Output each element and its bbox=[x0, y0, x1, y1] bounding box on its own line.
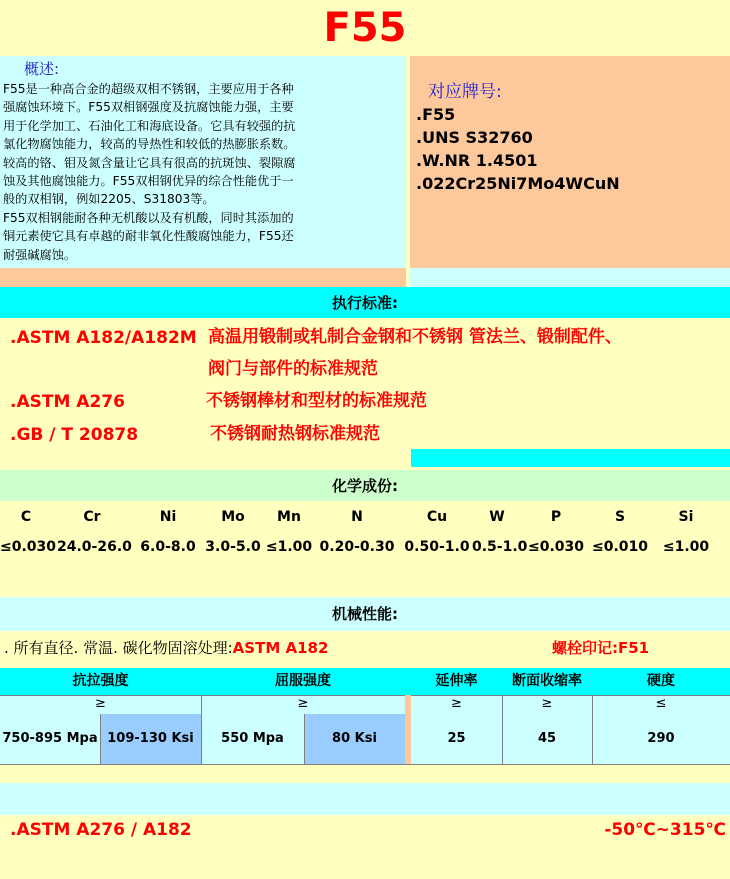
standard-code: .ASTM A276 bbox=[10, 392, 125, 412]
condition-standard: ASTM A182 bbox=[232, 639, 329, 657]
standard-desc: 高温用锻制或轧制合金钢和不锈钢 管法兰、锻制配件、 bbox=[208, 327, 622, 347]
grades-cyan-strip bbox=[410, 268, 730, 287]
overview-line: 用于化学加工、石油化工和海底设备。它具有较强的抗 bbox=[3, 118, 296, 133]
overview-line: 般的双相钢，例如2205、S31803等。 bbox=[3, 192, 215, 207]
mech-value: 750-895 Mpa bbox=[2, 731, 98, 746]
standard-code: .ASTM A182/A182M bbox=[10, 328, 197, 348]
chemical-element: Cu bbox=[426, 509, 448, 525]
overview-line: 蚀及其他腐蚀能力。F55双相钢优异的综合性能优于一 bbox=[3, 174, 294, 189]
mechanical-condition bbox=[4, 638, 328, 658]
chemical-element: S bbox=[614, 509, 626, 525]
grade-item: .UNS S32760 bbox=[416, 128, 533, 147]
chemical-element: N bbox=[351, 509, 363, 525]
standards-heading: 执行标准: bbox=[332, 294, 398, 312]
mech-header: 延伸率 bbox=[435, 673, 478, 689]
mech-value: 45 bbox=[537, 731, 557, 746]
standard-code: .GB / T 20878 bbox=[10, 425, 139, 445]
standard-desc: 不锈钢耐热钢标准规范 bbox=[210, 424, 380, 444]
overview-line: F55是一种高合金的超级双相不锈钢，主要应用于各种 bbox=[3, 82, 294, 96]
chemical-value: ≤1.00 bbox=[265, 539, 313, 555]
overview-peach-strip bbox=[0, 268, 406, 287]
chemical-value: ≤0.010 bbox=[591, 539, 648, 555]
chemical-value: 0.5-1.0 bbox=[472, 539, 528, 555]
chemical-value: ≤0.030 bbox=[527, 539, 584, 555]
grades-list bbox=[416, 103, 620, 195]
overview-line: F55双相钢能耐各种无机酸以及有机酸，同时其添加的 bbox=[3, 210, 294, 225]
overview-text bbox=[3, 80, 403, 264]
standard-desc-line2: 阀门与部件的标准规范 bbox=[208, 359, 378, 379]
chemical-element: W bbox=[489, 509, 505, 525]
mech-value: 80 Ksi bbox=[332, 731, 377, 746]
footer-cyan-band bbox=[0, 783, 730, 815]
bolt-mark-value: F51 bbox=[618, 639, 650, 657]
mech-symbol: ≥ bbox=[451, 696, 462, 711]
chemical-value: 24.0-26.0 bbox=[57, 539, 132, 555]
overview-line: 氯化物腐蚀能力，较高的导热性和较低的热膨胀系数。 bbox=[3, 137, 296, 152]
overview-line: 较高的铬、钼及氮含量让它具有很高的抗斑蚀、裂隙腐 bbox=[3, 155, 296, 170]
mech-header: 屈服强度 bbox=[275, 673, 331, 689]
chemical-value: 0.20-0.30 bbox=[319, 539, 395, 555]
mech-symbol: ≥ bbox=[541, 696, 553, 711]
chemical-value: 3.0-5.0 bbox=[205, 539, 261, 555]
bolt-mark-label: 螺栓印记: bbox=[552, 639, 618, 657]
mech-symbol: ≤ bbox=[655, 696, 667, 711]
chemical-value: ≤0.030 bbox=[0, 539, 57, 555]
grade-item: .022Cr25Ni7Mo4WCuN bbox=[416, 174, 620, 193]
condition-text: . 所有直径. 常温. 碳化物固溶处理: bbox=[4, 639, 233, 657]
chemical-element: P bbox=[550, 509, 562, 525]
mech-header: 抗拉强度 bbox=[72, 673, 129, 689]
chemical-element: Si bbox=[678, 509, 694, 525]
chemical-element: Ni bbox=[159, 509, 177, 525]
mech-symbol: ≥ bbox=[95, 696, 106, 711]
overview-line: 铜元素使它具有卓越的耐非氧化性酸腐蚀能力，F55还 bbox=[3, 229, 294, 244]
footer-standard: .ASTM A276 / A182 bbox=[10, 820, 192, 840]
mech-header: 硬度 bbox=[647, 673, 675, 689]
page-title: F55 bbox=[323, 5, 407, 51]
mech-value: 25 bbox=[447, 731, 466, 746]
mech-header: 断面收缩率 bbox=[512, 673, 582, 689]
grade-item: .F55 bbox=[416, 105, 456, 124]
footer-temperature: -50℃~315℃ bbox=[604, 820, 726, 840]
standard-desc: 不锈钢棒材和型材的标准规范 bbox=[206, 391, 427, 411]
standards-cyan-strip bbox=[411, 449, 730, 467]
chemical-element: Cr bbox=[83, 509, 101, 525]
chemical-value: 0.50-1.0 bbox=[404, 539, 470, 555]
mechanical-heading: 机械性能: bbox=[332, 605, 398, 623]
overview-line: 强腐蚀环境下。F55双相钢强度及抗腐蚀能力强，主要 bbox=[3, 100, 294, 115]
grade-item: .W.NR 1.4501 bbox=[416, 151, 538, 170]
mech-value: 109-130 Ksi bbox=[107, 731, 194, 746]
bolt-mark bbox=[552, 638, 649, 658]
chemical-value: 6.0-8.0 bbox=[140, 539, 196, 555]
overview-line: 耐强碱腐蚀。 bbox=[3, 247, 77, 262]
chemical-value: ≤1.00 bbox=[662, 539, 710, 555]
mech-symbol: ≥ bbox=[297, 696, 309, 711]
chemical-element: C bbox=[20, 509, 32, 525]
mech-value: 290 bbox=[647, 731, 675, 746]
chemical-element: Mo bbox=[221, 509, 245, 525]
grades-heading: 对应牌号: bbox=[428, 82, 502, 102]
chemical-heading: 化学成份: bbox=[332, 477, 398, 495]
chemical-element: Mn bbox=[277, 509, 301, 525]
overview-heading: 概述: bbox=[24, 60, 60, 78]
mech-value: 550 Mpa bbox=[221, 731, 284, 746]
